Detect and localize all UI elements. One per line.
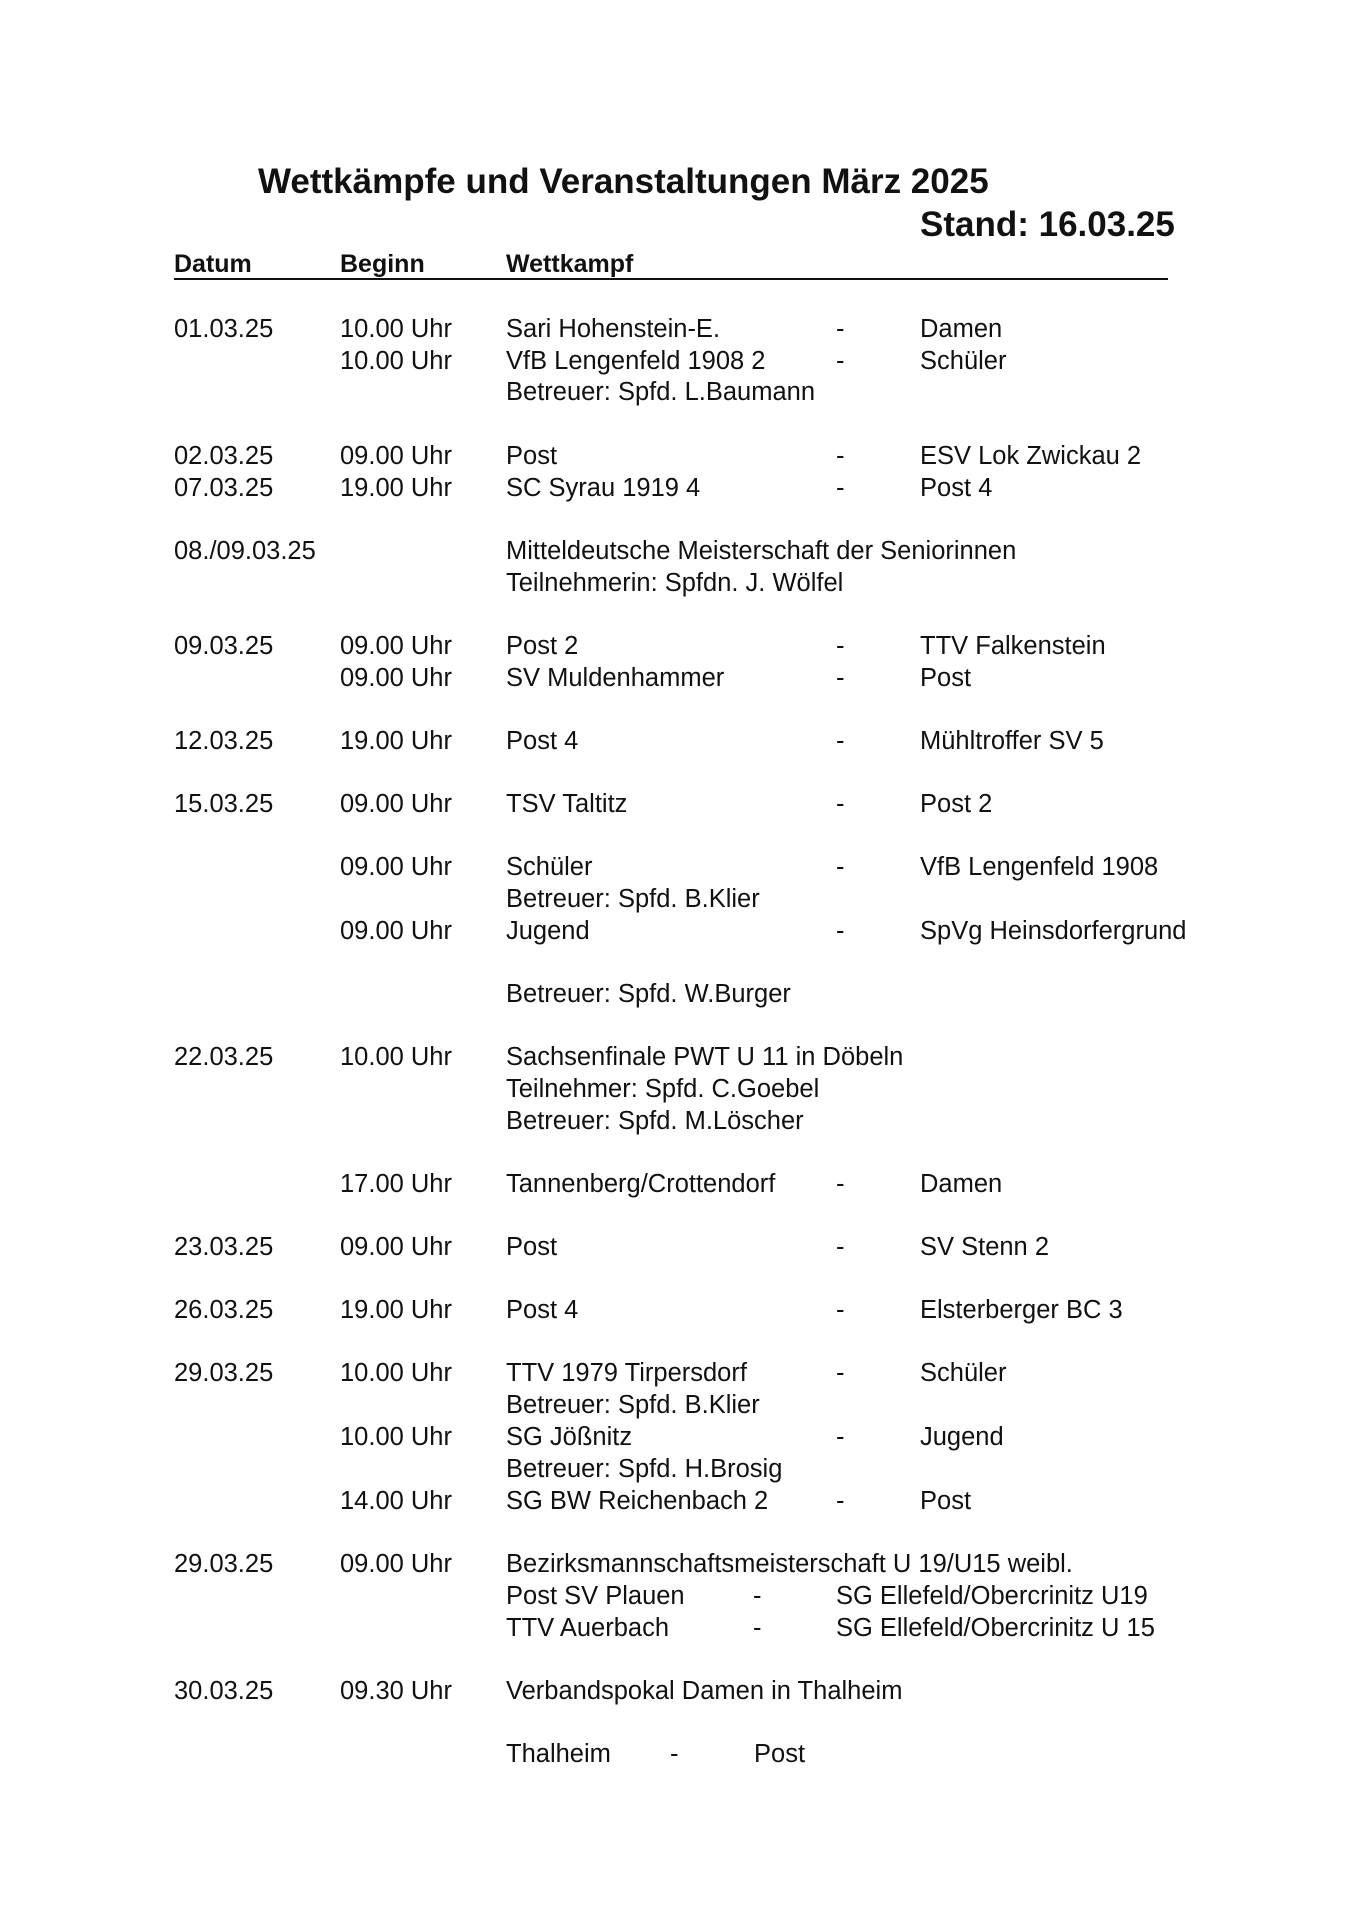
header-beginn: Beginn <box>340 250 425 278</box>
stand-date: Stand: 16.03.25 <box>920 205 1175 244</box>
entry-opponent: Post 2 <box>920 790 993 818</box>
entry-date: 23.03.25 <box>174 1233 274 1261</box>
entry-event: Betreuer: Spfd. B.Klier <box>506 885 760 913</box>
entry-time: 19.00 Uhr <box>340 727 452 755</box>
entry-separator: - <box>836 1487 845 1515</box>
entry-opponent: ESV Lok Zwickau 2 <box>920 442 1142 470</box>
entry-time: 09.00 Uhr <box>340 853 452 881</box>
entry-separator: - <box>753 1614 762 1642</box>
entry-event: Betreuer: Spfd. W.Burger <box>506 980 791 1008</box>
entry-separator: - <box>836 1233 845 1261</box>
header-datum: Datum <box>174 250 252 278</box>
entry-time: 09.00 Uhr <box>340 1233 452 1261</box>
entry-time: 14.00 Uhr <box>340 1487 452 1515</box>
entry-event: Sari Hohenstein-E. <box>506 315 721 343</box>
schedule-line <box>0 1168 1358 1200</box>
entry-separator: - <box>836 442 845 470</box>
entry-time: 10.00 Uhr <box>340 1359 452 1387</box>
entry-event: Bezirksmannschaftsmeisterschaft U 19/U15 weibl. <box>506 1550 1073 1578</box>
entry-event: SC Syrau 1919 4 <box>506 474 701 502</box>
entry-time: 10.00 Uhr <box>340 347 452 375</box>
entry-opponent: Post <box>920 664 972 692</box>
schedule-line <box>0 1389 1358 1421</box>
entry-separator: - <box>670 1740 679 1768</box>
entry-opponent: Post 4 <box>920 474 993 502</box>
entry-event: SV Muldenhammer <box>506 664 725 692</box>
entry-time: 10.00 Uhr <box>340 1423 452 1451</box>
entry-separator: - <box>836 315 845 343</box>
entry-event: Betreuer: Spfd. L.Baumann <box>506 378 816 406</box>
entry-event: Post <box>506 442 558 470</box>
entry-opponent: Schüler <box>920 1359 1007 1387</box>
entry-time: 09.00 Uhr <box>340 632 452 660</box>
schedule-line <box>0 1231 1358 1263</box>
entry-separator: - <box>836 1296 845 1324</box>
entry-event: Sachsenfinale PWT U 11 in Döbeln <box>506 1043 904 1071</box>
entry-date: 29.03.25 <box>174 1550 274 1578</box>
entry-opponent: Post <box>920 1487 972 1515</box>
schedule-line <box>0 788 1358 820</box>
schedule-line <box>0 1105 1358 1137</box>
entry-event: Tannenberg/Crottendorf <box>506 1170 776 1198</box>
entry-time: 19.00 Uhr <box>340 1296 452 1324</box>
entry-event: Betreuer: Spfd. H.Brosig <box>506 1455 783 1483</box>
entry-date: 26.03.25 <box>174 1296 274 1324</box>
page-title: Wettkämpfe und Veranstaltungen März 2025 <box>258 162 989 201</box>
entry-opponent: VfB Lengenfeld 1908 <box>920 853 1159 881</box>
entry-opponent: SV Stenn 2 <box>920 1233 1050 1261</box>
schedule-line <box>0 851 1358 883</box>
entry-event: Post 4 <box>506 727 579 755</box>
schedule-line <box>0 567 1358 599</box>
entry-event: Thalheim <box>506 1740 611 1768</box>
entry-event: Betreuer: Spfd. B.Klier <box>506 1391 760 1419</box>
entry-event: Schüler <box>506 853 593 881</box>
entry-date: 15.03.25 <box>174 790 274 818</box>
entry-date: 22.03.25 <box>174 1043 274 1071</box>
entry-separator: - <box>836 664 845 692</box>
schedule-line <box>0 725 1358 757</box>
entry-date: 02.03.25 <box>174 442 274 470</box>
schedule-line <box>0 535 1358 567</box>
entry-separator: - <box>836 727 845 755</box>
entry-separator: - <box>836 1359 845 1387</box>
schedule-line <box>0 662 1358 694</box>
schedule-line <box>0 472 1358 504</box>
entry-separator: - <box>836 917 845 945</box>
entry-opponent: Schüler <box>920 347 1007 375</box>
entry-event: Teilnehmer: Spfd. C.Goebel <box>506 1075 820 1103</box>
entry-opponent: Mühltroffer SV 5 <box>920 727 1104 755</box>
entry-event: Mitteldeutsche Meisterschaft der Seniorinnen <box>506 537 1017 565</box>
schedule-line <box>0 1548 1358 1580</box>
entry-time: 09.30 Uhr <box>340 1677 452 1705</box>
schedule-line <box>0 313 1358 345</box>
schedule-line <box>0 883 1358 915</box>
entry-separator: - <box>836 474 845 502</box>
entry-time: 17.00 Uhr <box>340 1170 452 1198</box>
entry-event: SG Jößnitz <box>506 1423 633 1451</box>
entry-event: Jugend <box>506 917 590 945</box>
entry-date: 12.03.25 <box>174 727 274 755</box>
entry-date: 01.03.25 <box>174 315 274 343</box>
entry-time: 10.00 Uhr <box>340 1043 452 1071</box>
entry-date: 30.03.25 <box>174 1677 274 1705</box>
entry-event: Post 4 <box>506 1296 579 1324</box>
schedule-line <box>0 1738 1358 1770</box>
entry-separator: - <box>836 1423 845 1451</box>
schedule-line <box>0 1675 1358 1707</box>
entry-opponent: SpVg Heinsdorfergrund <box>920 917 1187 945</box>
schedule-line <box>0 978 1358 1010</box>
entry-separator: - <box>836 1170 845 1198</box>
schedule-line <box>0 440 1358 472</box>
schedule-line <box>0 1612 1358 1644</box>
entry-opponent: Post <box>754 1740 806 1768</box>
entry-event: Betreuer: Spfd. M.Löscher <box>506 1107 804 1135</box>
entry-separator: - <box>836 790 845 818</box>
entry-event: TSV Taltitz <box>506 790 628 818</box>
entry-event: TTV Auerbach <box>506 1614 669 1642</box>
entry-opponent: Damen <box>920 315 1003 343</box>
entry-time: 09.00 Uhr <box>340 1550 452 1578</box>
entry-time: 10.00 Uhr <box>340 315 452 343</box>
entry-event: TTV 1979 Tirpersdorf <box>506 1359 747 1387</box>
entry-opponent: TTV Falkenstein <box>920 632 1106 660</box>
entry-separator: - <box>836 632 845 660</box>
entry-event: SG BW Reichenbach 2 <box>506 1487 769 1515</box>
header-underline <box>174 278 1168 280</box>
entry-opponent: SG Ellefeld/Obercrinitz U19 <box>836 1582 1148 1610</box>
entry-time: 09.00 Uhr <box>340 917 452 945</box>
entry-date: 09.03.25 <box>174 632 274 660</box>
schedule-line <box>0 1357 1358 1389</box>
schedule-line <box>0 630 1358 662</box>
schedule-line <box>0 1485 1358 1517</box>
schedule-line <box>0 915 1358 947</box>
entry-opponent: Jugend <box>920 1423 1004 1451</box>
entry-opponent: SG Ellefeld/Obercrinitz U 15 <box>836 1614 1155 1642</box>
entry-event: Post <box>506 1233 558 1261</box>
entry-time: 09.00 Uhr <box>340 442 452 470</box>
entry-separator: - <box>836 347 845 375</box>
entry-event: Post SV Plauen <box>506 1582 685 1610</box>
schedule-line <box>0 1073 1358 1105</box>
schedule-line <box>0 1041 1358 1073</box>
entry-time: 09.00 Uhr <box>340 790 452 818</box>
entry-separator: - <box>836 853 845 881</box>
schedule-line <box>0 1453 1358 1485</box>
entry-separator: - <box>753 1582 762 1610</box>
entry-event: Post 2 <box>506 632 579 660</box>
entry-event: Teilnehmerin: Spfdn. J. Wölfel <box>506 569 844 597</box>
entry-event: VfB Lengenfeld 1908 2 <box>506 347 766 375</box>
schedule-line <box>0 376 1358 408</box>
schedule-line <box>0 345 1358 377</box>
entry-date: 07.03.25 <box>174 474 274 502</box>
entry-time: 19.00 Uhr <box>340 474 452 502</box>
schedule-line <box>0 1294 1358 1326</box>
entry-date: 08./09.03.25 <box>174 537 316 565</box>
entry-opponent: Damen <box>920 1170 1003 1198</box>
entry-event: Verbandspokal Damen in Thalheim <box>506 1677 903 1705</box>
entry-date: 29.03.25 <box>174 1359 274 1387</box>
entry-opponent: Elsterberger BC 3 <box>920 1296 1123 1324</box>
schedule-line <box>0 1580 1358 1612</box>
header-wettkampf: Wettkampf <box>506 250 634 278</box>
schedule-line <box>0 1421 1358 1453</box>
entry-time: 09.00 Uhr <box>340 664 452 692</box>
